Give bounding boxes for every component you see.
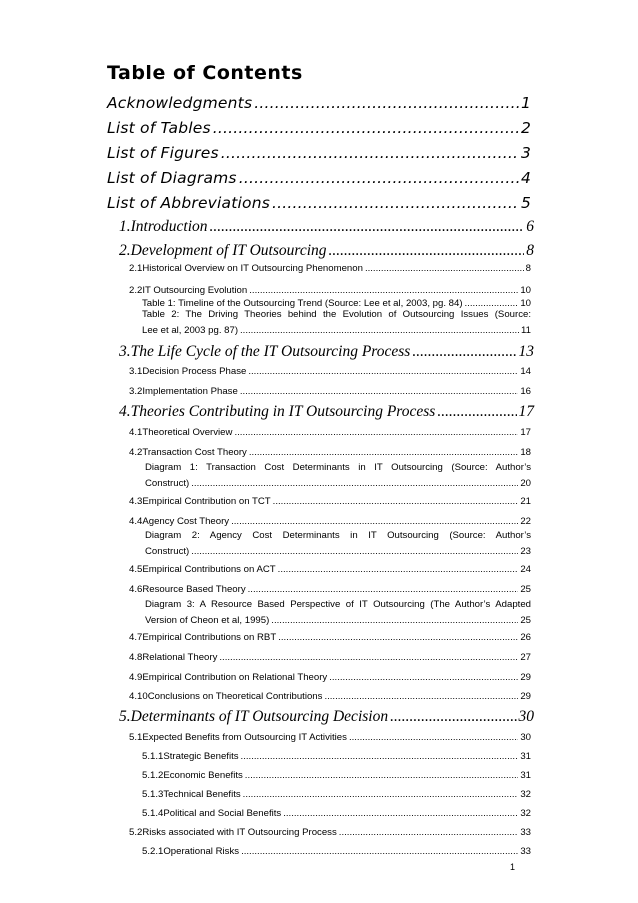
caption-title-line-2: Lee et al, 2003 pg. 87) bbox=[142, 325, 239, 336]
chapter-title: Introduction bbox=[130, 218, 208, 235]
toc-caption-diagram-3[interactable] bbox=[145, 597, 531, 629]
toc-entry-title: List of Figures bbox=[107, 144, 219, 162]
subsection-title: Strategic Benefits bbox=[163, 751, 239, 762]
leader-dots bbox=[324, 691, 518, 702]
toc-section-4-3[interactable] bbox=[129, 496, 531, 507]
subsection-page: 31 bbox=[520, 770, 531, 781]
toc-section-4-1[interactable] bbox=[129, 427, 531, 438]
caption-title-line-1: Table 2: The Driving Theories behind the Evolution of Outsourcing Issues (Source: bbox=[142, 309, 531, 320]
toc-section-4-10[interactable] bbox=[129, 691, 531, 702]
section-title: Agency Cost Theory bbox=[142, 516, 230, 527]
chapter-page: 30 bbox=[518, 708, 534, 725]
caption-title-line-2: Construct) bbox=[145, 546, 190, 557]
chapter-title: Determinants of IT Outsourcing Decision bbox=[130, 708, 389, 725]
section-number: 4.3 bbox=[129, 496, 143, 507]
subsection-page: 33 bbox=[520, 846, 531, 857]
leader-dots bbox=[191, 544, 518, 560]
section-number: 3.1 bbox=[129, 366, 143, 377]
subsection-page: 32 bbox=[520, 808, 531, 819]
toc-caption-diagram-1[interactable] bbox=[145, 460, 531, 492]
leader-dots bbox=[249, 285, 518, 296]
section-title: Expected Benefits from Outsourcing IT Activities bbox=[142, 732, 347, 743]
caption-page: 23 bbox=[520, 546, 531, 557]
section-page: 18 bbox=[520, 447, 531, 458]
toc-entry-title: List of Abbreviations bbox=[107, 194, 271, 212]
leader-dots bbox=[254, 94, 519, 112]
section-title: Empirical Contribution on TCT bbox=[142, 496, 271, 507]
section-title: IT Outsourcing Evolution bbox=[142, 285, 248, 296]
section-title: Decision Process Phase bbox=[142, 366, 247, 377]
section-title: Transaction Cost Theory bbox=[142, 447, 247, 458]
subsection-title: Political and Social Benefits bbox=[163, 808, 282, 819]
subsection-title: Operational Risks bbox=[163, 846, 240, 857]
subsection-page: 31 bbox=[520, 751, 531, 762]
caption-page: 20 bbox=[520, 478, 531, 489]
toc-chapter-5[interactable] bbox=[119, 708, 534, 726]
section-page: 29 bbox=[520, 672, 531, 683]
leader-dots bbox=[219, 652, 518, 663]
toc-entry-list-of-tables[interactable] bbox=[107, 119, 531, 137]
section-number: 4.9 bbox=[129, 672, 143, 683]
subsection-title: Technical Benefits bbox=[163, 789, 241, 800]
leader-dots bbox=[390, 708, 516, 726]
section-title: Relational Theory bbox=[142, 652, 218, 663]
leader-dots bbox=[243, 789, 519, 800]
section-page: 30 bbox=[520, 732, 531, 743]
toc-entry-list-of-diagrams[interactable] bbox=[107, 169, 531, 187]
leader-dots bbox=[248, 366, 518, 377]
toc-chapter-2[interactable] bbox=[119, 242, 534, 260]
toc-section-3-1[interactable] bbox=[129, 366, 531, 377]
chapter-title: Development of IT Outsourcing bbox=[130, 242, 327, 259]
section-number: 4.10 bbox=[129, 691, 148, 702]
leader-dots bbox=[278, 632, 518, 643]
subsection-number: 5.1.3 bbox=[142, 789, 164, 800]
section-title: Implementation Phase bbox=[142, 386, 238, 397]
chapter-number: 2. bbox=[119, 242, 131, 259]
leader-dots bbox=[245, 770, 519, 781]
toc-subsection-5-1-2[interactable] bbox=[142, 770, 531, 781]
toc-section-4-4[interactable] bbox=[129, 516, 531, 527]
toc-subsection-5-1-1[interactable] bbox=[142, 751, 531, 762]
leader-dots bbox=[234, 427, 518, 438]
caption-page: 11 bbox=[521, 325, 531, 336]
caption-title: Table 1: Timeline of the Outsourcing Trend (Source: Lee et al, 2003, pg. 84) bbox=[142, 298, 463, 309]
subsection-number: 5.2.1 bbox=[142, 846, 164, 857]
subsection-number: 5.1.2 bbox=[142, 770, 164, 781]
leader-dots bbox=[272, 194, 519, 212]
toc-subsection-5-1-4[interactable] bbox=[142, 808, 531, 819]
toc-section-5-1[interactable] bbox=[129, 732, 531, 743]
subsection-number: 5.1.1 bbox=[142, 751, 164, 762]
section-number: 4.7 bbox=[129, 632, 143, 643]
section-page: 16 bbox=[520, 386, 531, 397]
chapter-number: 5. bbox=[119, 708, 131, 725]
leader-dots bbox=[283, 808, 518, 819]
section-number: 4.2 bbox=[129, 447, 143, 458]
leader-dots bbox=[241, 846, 518, 857]
caption-title-line-1: Diagram 2: Agency Cost Determinants in IT Outsourcing (Source: Author’s bbox=[145, 530, 531, 541]
subsection-number: 5.1.4 bbox=[142, 808, 164, 819]
toc-section-4-2[interactable] bbox=[129, 447, 531, 458]
section-page: 27 bbox=[520, 652, 531, 663]
toc-entry-list-of-abbreviations[interactable] bbox=[107, 194, 531, 212]
toc-entry-page: 2 bbox=[520, 119, 531, 137]
chapter-number: 1. bbox=[119, 218, 131, 235]
subsection-title: Economic Benefits bbox=[163, 770, 243, 781]
section-page: 21 bbox=[520, 496, 531, 507]
caption-page: 25 bbox=[520, 615, 531, 626]
leader-dots bbox=[240, 323, 519, 339]
chapter-page: 17 bbox=[518, 403, 534, 420]
toc-chapter-3[interactable] bbox=[119, 343, 534, 361]
leader-dots bbox=[213, 119, 519, 137]
leader-dots bbox=[210, 218, 525, 236]
leader-dots bbox=[349, 732, 518, 743]
section-number: 3.2 bbox=[129, 386, 143, 397]
toc-section-4-6[interactable] bbox=[129, 584, 531, 595]
section-page: 29 bbox=[520, 691, 531, 702]
leader-dots bbox=[278, 564, 519, 575]
section-page: 24 bbox=[520, 564, 531, 575]
toc-section-4-8[interactable] bbox=[129, 652, 531, 663]
section-number: 4.8 bbox=[129, 652, 143, 663]
toc-subsection-5-1-3[interactable] bbox=[142, 789, 531, 800]
section-number: 4.6 bbox=[129, 584, 143, 595]
leader-dots bbox=[248, 584, 519, 595]
section-number: 4.5 bbox=[129, 564, 143, 575]
leader-dots bbox=[240, 386, 519, 397]
subsection-page: 32 bbox=[520, 789, 531, 800]
caption-title-line-1: Diagram 3: A Resource Based Perspective of IT Outsourcing (The Author’s Adapted bbox=[145, 599, 531, 610]
section-page: 26 bbox=[520, 632, 531, 643]
toc-chapter-1[interactable] bbox=[119, 218, 534, 236]
leader-dots bbox=[249, 447, 518, 458]
toc-caption-diagram-2[interactable] bbox=[145, 528, 531, 560]
section-title: Conclusions on Theoretical Contributions bbox=[147, 691, 323, 702]
section-number: 4.1 bbox=[129, 427, 143, 438]
chapter-title: Theories Contributing in IT Outsourcing Process bbox=[130, 403, 436, 420]
section-title: Empirical Contribution on Relational Theory bbox=[142, 672, 328, 683]
leader-dots bbox=[191, 476, 518, 492]
toc-entry-page: 1 bbox=[520, 94, 531, 112]
toc-caption-table-2[interactable] bbox=[142, 307, 531, 339]
section-title: Resource Based Theory bbox=[142, 584, 246, 595]
chapter-page: 8 bbox=[526, 242, 534, 259]
caption-title-line-2: Version of Cheon et al, 1995) bbox=[145, 615, 270, 626]
chapter-page: 13 bbox=[518, 343, 534, 360]
toc-entry-title: List of Diagrams bbox=[107, 169, 237, 187]
toc-chapter-4[interactable] bbox=[119, 403, 534, 421]
toc-section-4-9[interactable] bbox=[129, 672, 531, 683]
toc-entry-page: 3 bbox=[520, 144, 531, 162]
toc-section-5-2[interactable] bbox=[129, 827, 531, 838]
section-title: Theoretical Overview bbox=[142, 427, 233, 438]
chapter-title: The Life Cycle of the IT Outsourcing Process bbox=[130, 343, 411, 360]
section-page: 14 bbox=[520, 366, 531, 377]
section-title: Risks associated with IT Outsourcing Process bbox=[142, 827, 337, 838]
toc-section-3-2[interactable] bbox=[129, 386, 531, 397]
section-page: 8 bbox=[525, 263, 531, 274]
leader-dots bbox=[437, 403, 516, 421]
caption-title-line-1: Diagram 1: Transaction Cost Determinants in IT Outsourcing (Source: Author’s bbox=[145, 462, 531, 473]
page-number: 1 bbox=[510, 862, 516, 872]
chapter-page: 6 bbox=[526, 218, 534, 235]
toc-entry-title: Acknowledgments bbox=[107, 94, 253, 112]
toc-section-4-5[interactable] bbox=[129, 564, 531, 575]
toc-entry-page: 4 bbox=[520, 169, 531, 187]
leader-dots bbox=[271, 613, 518, 629]
leader-dots bbox=[273, 496, 519, 507]
leader-dots bbox=[339, 827, 519, 838]
toc-entry-acknowledgments[interactable] bbox=[107, 94, 531, 112]
section-title: Empirical Contributions on ACT bbox=[142, 564, 276, 575]
section-number: 5.2 bbox=[129, 827, 143, 838]
toc-section-2-2[interactable] bbox=[129, 285, 531, 296]
section-page: 25 bbox=[520, 584, 531, 595]
chapter-number: 4. bbox=[119, 403, 131, 420]
leader-dots bbox=[231, 516, 518, 527]
toc-section-2-1[interactable] bbox=[129, 263, 531, 274]
section-page: 10 bbox=[520, 285, 531, 296]
toc-entry-title: List of Tables bbox=[107, 119, 211, 137]
section-number: 2.2 bbox=[129, 285, 143, 296]
caption-page: 10 bbox=[520, 298, 531, 309]
section-title: Historical Overview on IT Outsourcing Phenomenon bbox=[142, 263, 363, 274]
section-number: 4.4 bbox=[129, 516, 143, 527]
toc-section-4-7[interactable] bbox=[129, 632, 531, 643]
toc-subsection-5-2-1[interactable] bbox=[142, 846, 531, 857]
section-page: 17 bbox=[520, 427, 531, 438]
section-number: 5.1 bbox=[129, 732, 143, 743]
page-title: Table of Contents bbox=[107, 62, 303, 84]
leader-dots bbox=[365, 263, 524, 274]
section-title: Empirical Contributions on RBT bbox=[142, 632, 277, 643]
section-page: 33 bbox=[520, 827, 531, 838]
chapter-number: 3. bbox=[119, 343, 131, 360]
toc-entry-page: 5 bbox=[520, 194, 531, 212]
section-page: 22 bbox=[520, 516, 531, 527]
section-number: 2.1 bbox=[129, 263, 143, 274]
leader-dots bbox=[412, 343, 516, 361]
leader-dots bbox=[239, 169, 519, 187]
caption-title-line-2: Construct) bbox=[145, 478, 190, 489]
leader-dots bbox=[329, 672, 518, 683]
leader-dots bbox=[329, 242, 525, 260]
leader-dots bbox=[221, 144, 519, 162]
toc-entry-list-of-figures[interactable] bbox=[107, 144, 531, 162]
leader-dots bbox=[241, 751, 519, 762]
